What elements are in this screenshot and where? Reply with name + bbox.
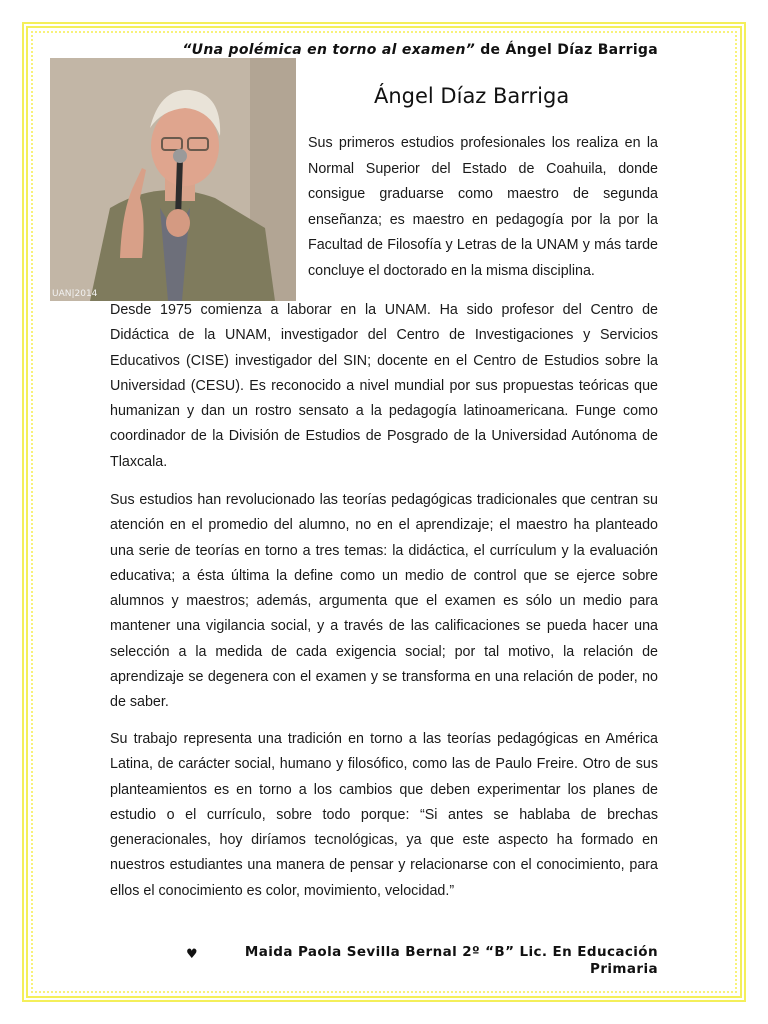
header-author: de Ángel Díaz Barriga	[475, 42, 658, 58]
document-header	[110, 42, 658, 58]
photo-credit: UAN|2014	[52, 289, 98, 299]
heart-icon: ♥	[186, 947, 198, 962]
author-signature: Maida Paola Sevilla Bernal 2º “B” Lic. En Educación Primaria	[244, 944, 658, 977]
article-title: Ángel Díaz Barriga	[374, 84, 570, 108]
author-photo	[50, 58, 296, 301]
intro-paragraph: Sus primeros estudios profesionales los realiza en la Normal Superior del Estado de Coahuila, donde consigue graduarse como maestro de segunda enseñanza; es maestro en pedagogía por la por la Facultad de Filosofía y Letras de la UNAM y más tarde concluye el doctorado en la misma disciplina.	[308, 135, 658, 279]
body-paragraph-2: Sus estudios han revolucionado las teorías pedagógicas tradicionales que centran su atención en el promedio del alumno, no en el aprendizaje; el maestro ha planteado una serie de teorías en torno a tres temas: la didáctica, el currículum y la evaluación educativa; a ésta última la define como un medio de control que se ejerce sobre alumnos y maestros; además, argumenta que el examen es sólo un medio para mantener una vigilancia social, y a través de las calificaciones se pueda hacer una selección a la medida de cada exigencia social; por tal motivo, la relación de aprendizaje se degenera con el examen y se transforma en una relación de poder, no de saber.	[110, 492, 658, 711]
header-quoted-title: “Una polémica en torno al examen”	[182, 42, 476, 58]
body-paragraph-1: Desde 1975 comienza a laborar en la UNAM. Ha sido profesor del Centro de Didáctica de la UNAM, investigador del Centro de Investigaciones y Servicios Educativos (CISE) investigador del SIN; docente en el Centro de Estudios sobre la Universidad (CESU). Es reconocido a nivel mundial por sus propuestas teóricas que humanizan y dan un rostro sensato a la pedagogía latinoamericana. Funge como coordinador de la División de Estudios de Posgrado de la Universidad Autónoma de Tlaxcala.	[110, 302, 658, 470]
body-paragraph-3: Su trabajo representa una tradición en torno a las teorías pedagógicas en América Latina, de carácter social, humano y filosófico, como las de Paulo Freire. Otro de sus planteamientos es en torno a los cambios que deben experimentar los planes de estudio o el currículo, sobre todo porque: “Si antes se hablaba de brechas generacionales, hoy diríamos tecnológicas, ya que este aspecto ha formado en nuestros estudiantes una manera de pensar y relacionarse con el conocimiento, para ellos el conocimiento es color, movimiento, velocidad.”	[110, 731, 658, 899]
portrait-photo-icon	[50, 58, 296, 301]
